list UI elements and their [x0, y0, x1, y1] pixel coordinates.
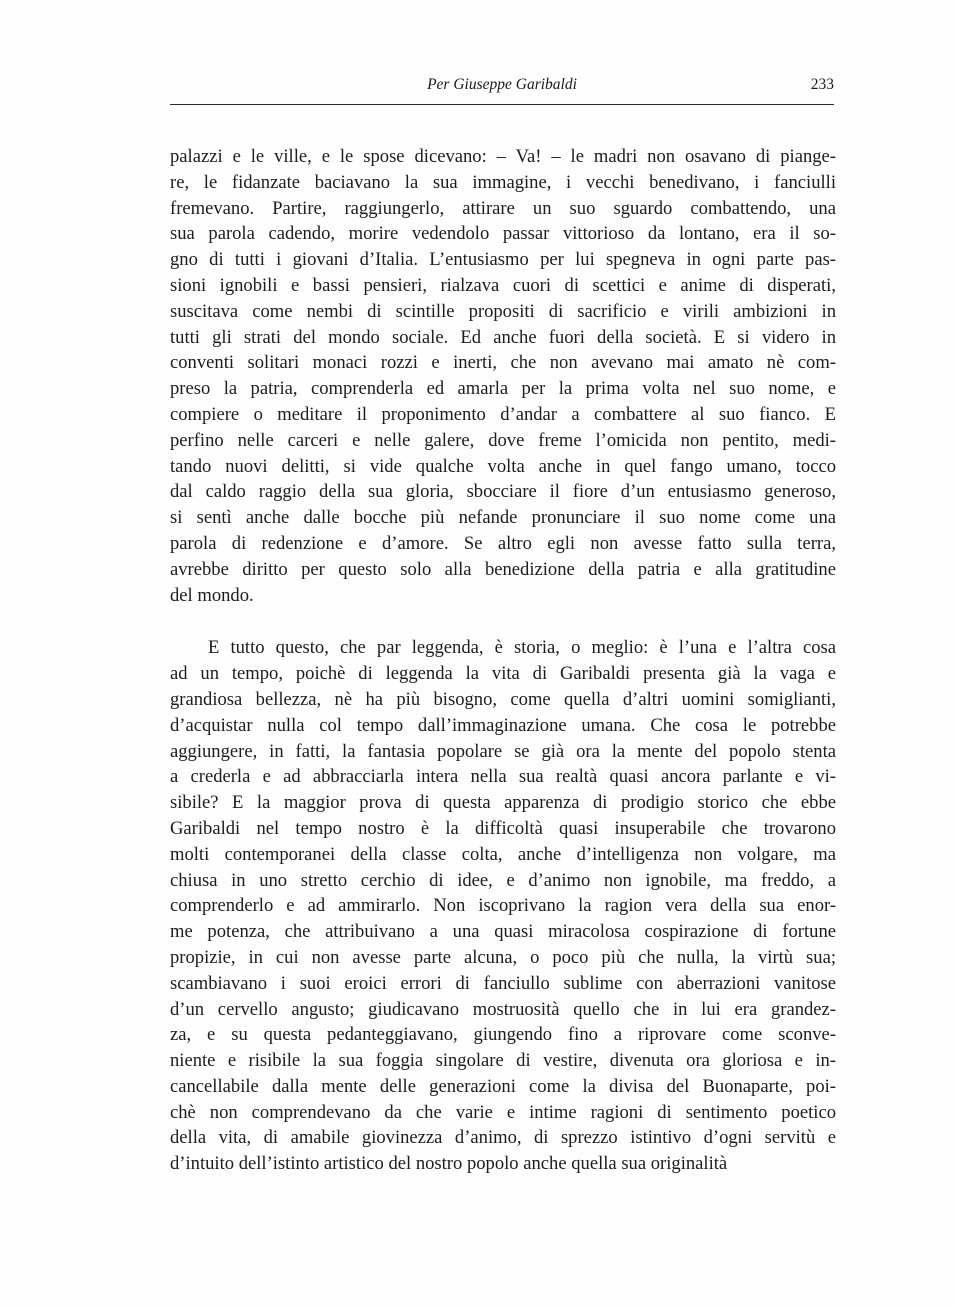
paragraph-gap — [170, 608, 836, 635]
text-line: comprenderlo e ad ammirarlo. Non iscoprivano la ragion vera della sua enor- — [170, 895, 836, 917]
text-line: cancellabile dalla mente delle generazioni come la divisa del Buonaparte, poi- — [170, 1075, 836, 1097]
text-line: chiusa in uno stretto cerchio di idee, e d’animo non ignobile, ma freddo, a — [170, 869, 836, 891]
text-line: propizie, in cui non avesse parte alcuna, o poco più che nulla, la virtù sua; — [170, 946, 836, 968]
text-line: conventi solitari monaci rozzi e inerti, che non avevano mai amato nè com- — [170, 352, 836, 374]
text-line: za, e su questa pedanteggiavano, giungendo fino a riprovare come sconve- — [170, 1024, 836, 1046]
text-line: re, le fidanzate baciavano la sua immagine, i vecchi benedivano, i fanciulli — [170, 171, 836, 193]
text-line: niente e risibile la sua foggia singolare di vestire, divenuta ora gloriosa e in- — [170, 1050, 836, 1072]
text-line: E tutto questo, che par leggenda, è storia, o meglio: è l’una e l’altra cosa — [208, 637, 836, 659]
text-line: grandiosa bellezza, nè ha più bisogno, come quella d’altri uomini somiglianti, — [170, 688, 836, 710]
text-line: palazzi e le ville, e le spose dicevano: – Va! – le madri non osavano di piange- — [170, 146, 836, 167]
text-line: tando nuovi delitti, si vide qualche volta anche in quel fango umano, tocco — [170, 455, 836, 477]
page-header — [170, 76, 834, 105]
page-number: 233 — [810, 76, 834, 93]
text-line: sua parola cadendo, morire vedendolo passar vittorioso da lontano, era il so- — [170, 223, 836, 245]
text-line: d’un cervello angusto; giudicavano mostruosità quello che in lui era grandez- — [170, 998, 836, 1020]
text-line: d’acquistar nulla col tempo dall’immaginazione umana. Che cosa le potrebbe — [170, 714, 836, 736]
text-line: ad un tempo, poichè di leggenda la vita di Garibaldi presenta già la vaga e — [170, 663, 836, 685]
text-line: d’intuito dell’istinto artistico del nostro popolo anche quella sua originalità — [170, 1153, 728, 1175]
text-line: suscitava come nembi di scintille propositi di sacrificio e virili ambizioni in — [170, 300, 836, 322]
text-line: compiere o meditare il proponimento d’andar a combattere al suo fianco. E — [170, 403, 836, 425]
text-line: tutti gli strati del mondo sociale. Ed anche fuori della società. E si videro in — [170, 326, 836, 348]
paragraph — [170, 144, 836, 608]
text-line: fremevano. Partire, raggiungerlo, attirare un suo sguardo combattendo, una — [170, 197, 836, 219]
text-line: preso la patria, comprenderla ed amarla per la prima volta nel suo nome, e — [170, 378, 836, 400]
paragraph — [170, 635, 836, 1177]
text-line: del mondo. — [170, 584, 254, 606]
body-text — [170, 144, 836, 1177]
text-line: a crederla e ad abbracciarla intera nella sua realtà quasi ancora parlante e vi- — [170, 766, 836, 788]
paragraph-container — [170, 144, 836, 1177]
text-line: chè non comprendevano da che varie e intime ragioni di sentimento poetico — [170, 1101, 836, 1123]
text-line: si sentì anche dalle bocche più nefande pronunciare il suo nome come una — [170, 507, 836, 529]
text-line: molti contemporanei della classe colta, anche d’intelligenza non volgare, ma — [170, 843, 836, 865]
text-line: avrebbe diritto per questo solo alla benedizione della patria e alla gratitudine — [170, 558, 836, 580]
text-line: Garibaldi nel tempo nostro è la difficoltà quasi insuperabile che trovarono — [170, 817, 836, 839]
text-line: sioni ignobili e bassi pensieri, rialzava cuori di scettici e anime di disperati, — [170, 274, 836, 296]
running-title: Per Giuseppe Garibaldi — [427, 76, 577, 93]
text-line: dal caldo raggio della sua gloria, sbocciare il fiore d’un entusiasmo generoso, — [170, 481, 836, 503]
text-line: parola di redenzione e d’amore. Se altro egli non avesse fatto sulla terra, — [170, 532, 836, 554]
text-line: scambiavano i suoi eroici errori di fanciullo sublime con aberrazioni vanitose — [170, 972, 836, 994]
text-line: me potenza, che attribuivano a una quasi miracolosa cospirazione di fortune — [170, 921, 836, 943]
text-line: aggiungere, in fatti, la fantasia popolare se già ora la mente del popolo stenta — [170, 740, 836, 762]
text-line: sibile? E la maggior prova di questa apparenza di prodigio storico che ebbe — [170, 792, 836, 814]
text-line: perfino nelle carceri e nelle galere, dove freme l’omicida non pentito, medi- — [170, 429, 836, 451]
text-line: della vita, di amabile giovinezza d’animo, di sprezzo istintivo d’ogni servitù e — [170, 1127, 836, 1149]
text-line: gno di tutti i giovani d’Italia. L’entusiasmo per lui spegneva in ogni parte pas- — [170, 249, 836, 271]
